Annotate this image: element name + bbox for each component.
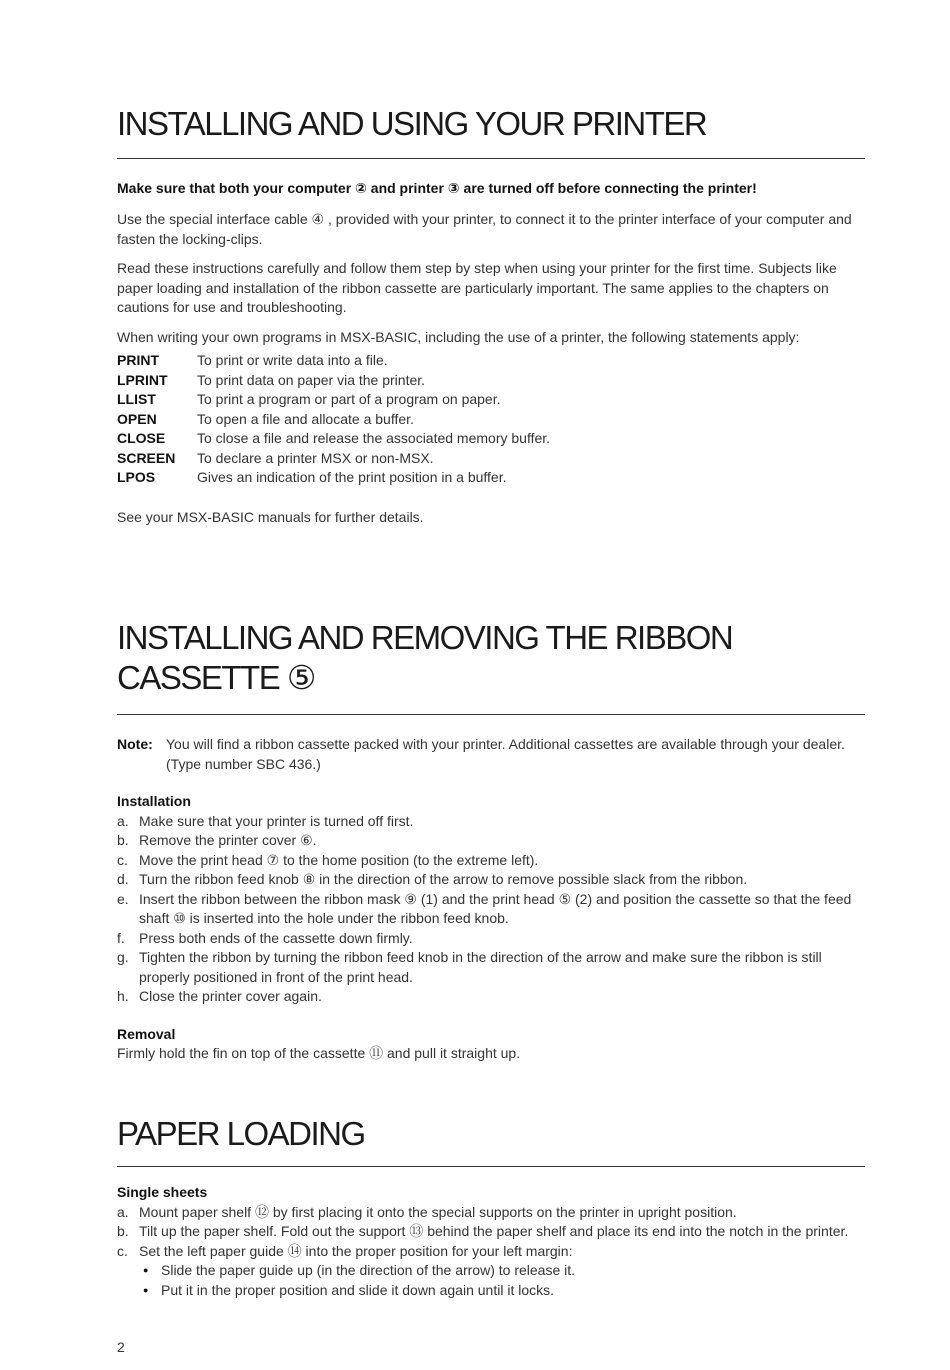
note-text: You will find a ribbon cassette packed with your printer. Additional cassettes are available through your dealer. (Type number SBC 436.): [166, 736, 845, 772]
list-item: [117, 1242, 865, 1301]
section-title-paper-loading: PAPER LOADING: [117, 1115, 365, 1152]
command-desc: To open a file and allocate a buffer.: [197, 410, 414, 427]
step-text: Tilt up the paper shelf. Fold out the support ⑬ behind the paper shelf and place its end into the notch in the printer.: [139, 1223, 849, 1239]
paragraph-see-manuals: See your MSX-BASIC manuals for further details.: [117, 508, 424, 525]
paragraph-interface-cable: Use the special interface cable ④ , provided with your printer, to connect it to the printer interface of your computer and fasten the locking-clips.: [117, 211, 852, 247]
step-marker: h.: [117, 988, 129, 1004]
step-marker: c.: [117, 1242, 128, 1259]
step-marker: a.: [117, 812, 129, 829]
note-block: [117, 735, 865, 774]
installation-heading: Installation: [117, 793, 191, 809]
section-installing-using: [117, 106, 865, 527]
section-divider: [117, 1166, 865, 1167]
paragraph-msx-basic: When writing your own programs in MSX-BASIC, including the use of a printer, the following statements apply:: [117, 328, 800, 345]
step-marker: c.: [117, 851, 128, 868]
command-key: CLOSE: [117, 430, 166, 446]
page-number: 2: [117, 1339, 125, 1355]
installation-steps: [117, 812, 865, 1007]
step-text: Turn the ribbon feed knob ⑧ in the direction of the arrow to remove possible slack from the ribbon.: [139, 871, 748, 887]
step-marker: a.: [117, 1203, 129, 1220]
step-text: Make sure that your printer is turned off first.: [139, 812, 414, 829]
bullet-list: [139, 1261, 865, 1300]
bullet-item: ● Slide the paper guide up (in the direction of the arrow) to release it.: [139, 1261, 865, 1281]
command-key: LLIST: [117, 391, 156, 407]
command-desc: To print or write data into a file.: [197, 352, 388, 368]
list-item: [117, 948, 865, 987]
step-text: Set the left paper guide ⑭ into the proper position for your left margin:: [139, 1242, 573, 1259]
command-desc: To declare a printer MSX or non-MSX.: [197, 449, 434, 466]
list-item: [117, 1203, 865, 1223]
command-desc: To print a program or part of a program on paper.: [197, 391, 501, 407]
command-desc: To print data on paper via the printer.: [197, 371, 426, 388]
command-table: [117, 351, 550, 488]
list-item: [117, 987, 865, 1007]
warning-text: Make sure that both your computer ② and printer ③ are turned off before connecting the printer!: [117, 180, 757, 196]
command-row: [117, 390, 550, 410]
section-title-ribbon-line2: CASSETTE ⑤: [117, 659, 315, 696]
section-ribbon-cassette: [117, 620, 865, 1064]
command-key: SCREEN: [117, 449, 176, 466]
step-text: Close the printer cover again.: [139, 988, 322, 1004]
paragraph-read-instructions: Read these instructions carefully and follow them step by step when using your printer for the first time. Subjects like paper loading and installation of the ribbon cassette are particularly important. The same applies to the chapters on cautions for use and troubleshooting.: [117, 260, 837, 315]
step-text: Press both ends of the cassette down firmly.: [139, 929, 413, 946]
note-label: Note:: [117, 736, 153, 752]
section-divider: [117, 714, 865, 715]
step-text: Tighten the ribbon by turning the ribbon feed knob in the direction of the arrow and make sure the ribbon is still properly positioned in front of the print head.: [139, 949, 822, 985]
list-item: [117, 831, 865, 851]
step-text: Insert the ribbon between the ribbon mask ⑨ (1) and the print head ⑤ (2) and position the cassette so that the feed shaft ⑩ is inserted into the hole under the ribbon feed knob.: [139, 890, 852, 926]
section-divider: [117, 158, 865, 159]
command-row: [117, 410, 550, 430]
command-key: LPRINT: [117, 371, 168, 388]
step-marker: g.: [117, 949, 129, 965]
step-marker: d.: [117, 871, 129, 887]
command-row: [117, 449, 550, 469]
step-text: Move the print head ⑦ to the home position (to the extreme left).: [139, 851, 539, 868]
step-marker: e.: [117, 890, 129, 907]
section-title-installing-using: INSTALLING AND USING YOUR PRINTER: [117, 105, 707, 142]
command-row: [117, 371, 550, 391]
command-key: OPEN: [117, 410, 157, 427]
command-row: [117, 351, 550, 371]
removal-text: Firmly hold the fin on top of the cassette ⑪ and pull it straight up.: [117, 1045, 521, 1061]
command-row: [117, 468, 550, 488]
step-marker: b.: [117, 1223, 129, 1239]
step-marker: f.: [117, 929, 125, 946]
list-item: [117, 1222, 865, 1242]
step-marker: b.: [117, 832, 129, 848]
command-desc: To close a file and release the associated memory buffer.: [197, 430, 551, 446]
step-text: Mount paper shelf ⑫ by first placing it onto the special supports on the printer in upright position.: [139, 1203, 737, 1220]
paper-loading-steps: [117, 1203, 865, 1301]
list-item: [117, 929, 865, 949]
bullet-item: ● Put it in the proper position and slide it down again until it locks.: [139, 1281, 865, 1301]
command-key: LPOS: [117, 469, 156, 485]
removal-heading: Removal: [117, 1025, 176, 1042]
command-row: [117, 429, 550, 449]
list-item: [117, 812, 865, 832]
list-item: [117, 851, 865, 871]
command-desc: Gives an indication of the print position in a buffer.: [197, 469, 507, 485]
step-text: Remove the printer cover ⑥.: [139, 832, 317, 848]
section-paper-loading: [117, 1116, 865, 1300]
list-item: [117, 870, 865, 890]
section-title-ribbon-line1: INSTALLING AND REMOVING THE RIBBON: [117, 619, 733, 656]
command-key: PRINT: [117, 352, 159, 368]
single-sheets-heading: Single sheets: [117, 1184, 208, 1200]
list-item: [117, 890, 865, 929]
